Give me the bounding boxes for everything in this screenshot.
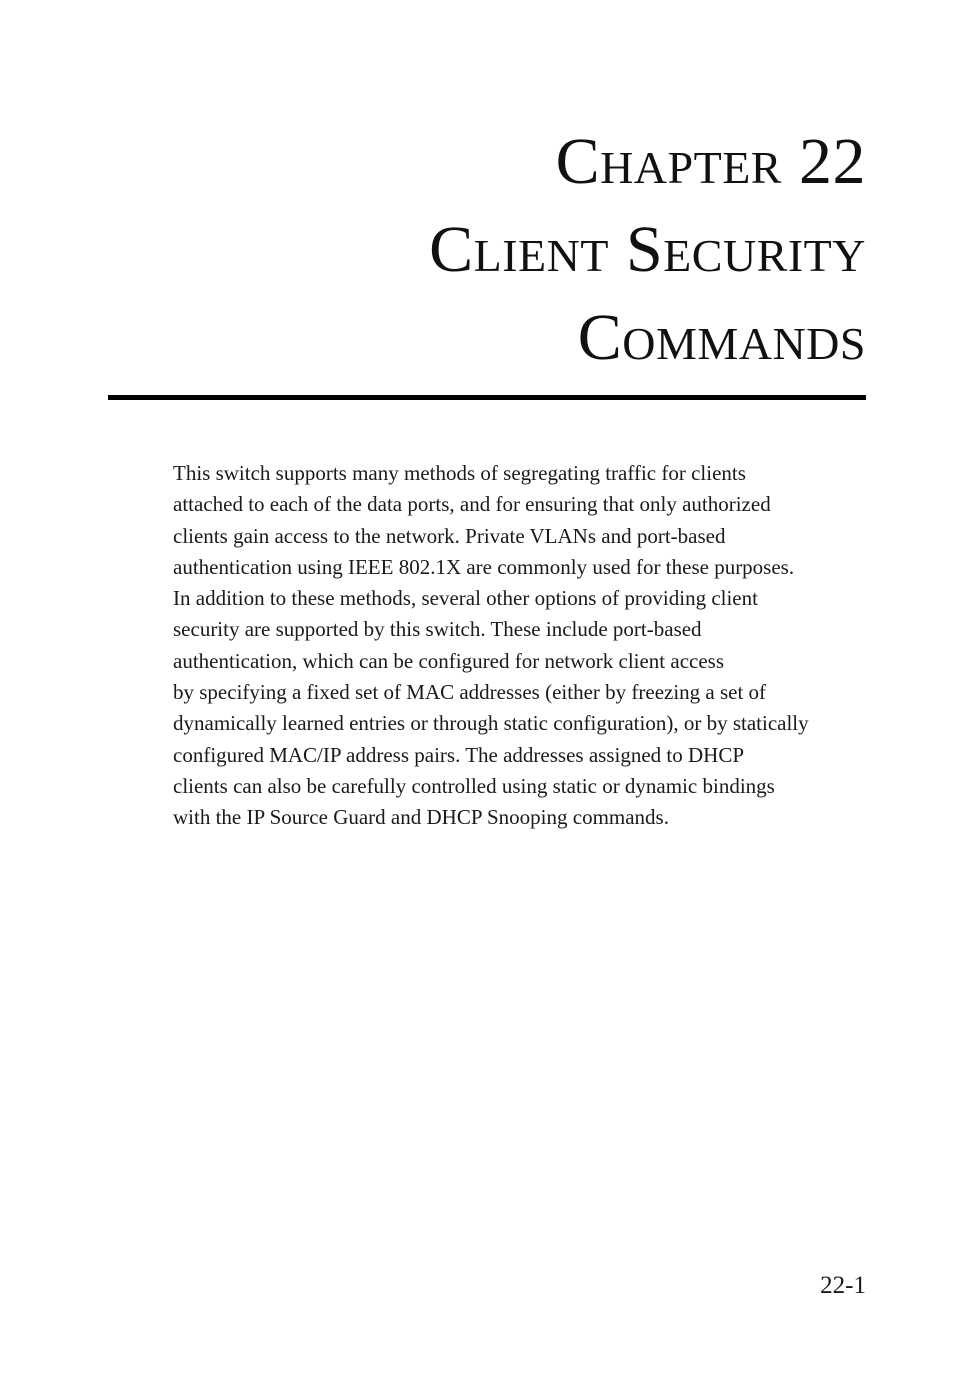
intro-line: with the IP Source Guard and DHCP Snooping commands. [173, 805, 669, 830]
intro-line: dynamically learned entries or through static configuration), or by statically [173, 711, 809, 736]
intro-line: configured MAC/IP address pairs. The addresses assigned to DHCP [173, 742, 744, 767]
chapter-title-line-2: Commands [577, 301, 866, 374]
chapter-heading [106, 118, 866, 382]
intro-line: clients gain access to the network. Private VLANs and port-based [173, 523, 726, 548]
intro-line: clients can also be carefully controlled using static or dynamic bindings [173, 773, 775, 798]
intro-line: by specifying a fixed set of MAC addresses (either by freezing a set of [173, 680, 767, 705]
intro-line: In addition to these methods, several other options of providing client [173, 586, 758, 611]
intro-line: security are supported by this switch. These include port-based [173, 617, 702, 642]
page-number: 22-1 [820, 1272, 866, 1299]
chapter-title-line-1: Client Security [429, 213, 866, 286]
chapter-number-heading: Chapter 22 [555, 125, 866, 198]
intro-line: This switch supports many methods of segregating traffic for clients [173, 461, 746, 485]
intro-line: authentication using IEEE 802.1X are commonly used for these purposes. [173, 554, 795, 579]
title-divider [108, 395, 866, 400]
intro-paragraph [173, 458, 873, 834]
intro-line: attached to each of the data ports, and for ensuring that only authorized [173, 492, 771, 517]
intro-line: authentication, which can be configured for network client access [173, 648, 725, 673]
